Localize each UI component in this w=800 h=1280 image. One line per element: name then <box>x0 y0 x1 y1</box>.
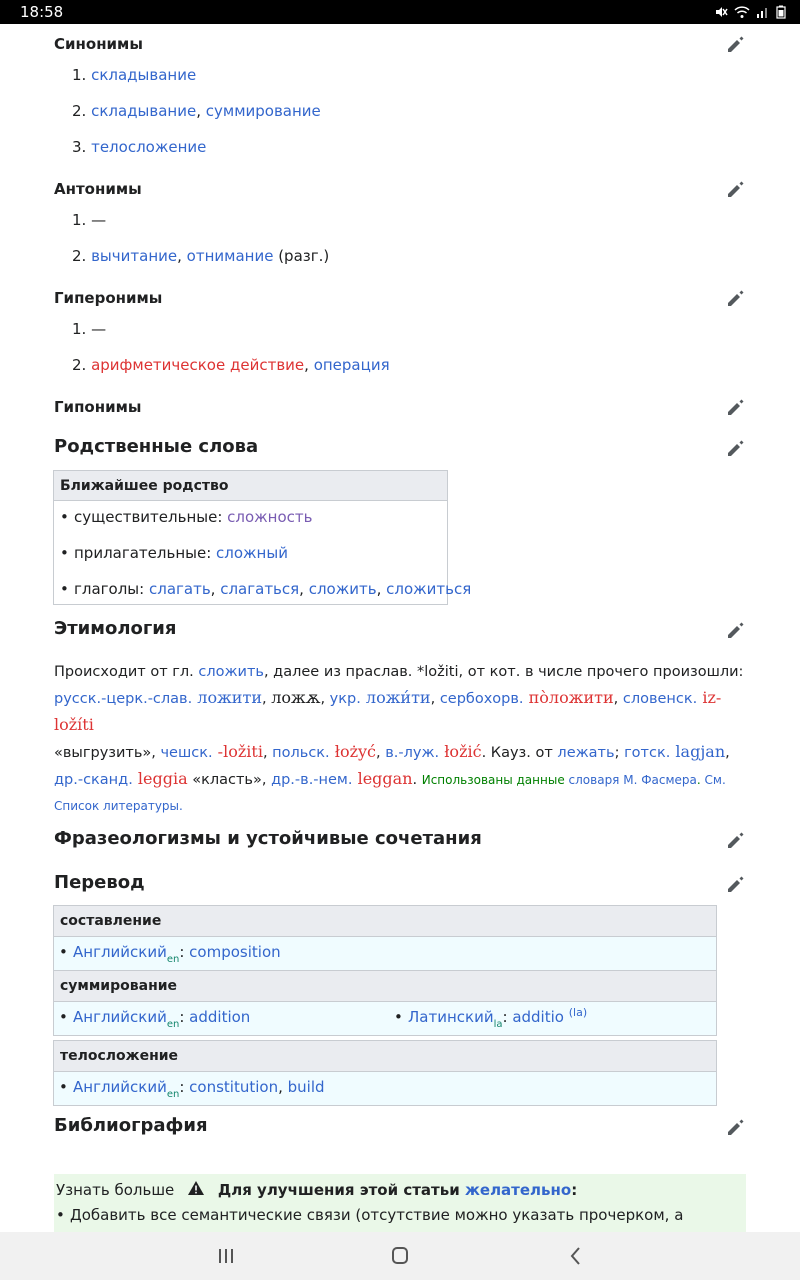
notice-item: • Добавить все семантические связи (отсутствие можно указать прочерком, а <box>70 1206 683 1224</box>
translation-row <box>53 1040 717 1106</box>
related-link[interactable]: сложность <box>227 508 313 526</box>
etymology-heading: Этимология <box>54 618 177 639</box>
pencil-icon <box>726 830 746 850</box>
related-link[interactable]: сложиться <box>386 580 472 598</box>
hypernym-link-missing[interactable]: арифметическое действие <box>91 356 305 374</box>
translation-item: • Английский$_{en}$: addition <box>73 1008 250 1026</box>
antonym-item-2: 2. вычитание, отнимание (разг.) <box>72 247 330 265</box>
language-link[interactable]: Английский <box>73 943 167 961</box>
synonym-item-1: 1. складывание <box>72 66 197 84</box>
pencil-icon <box>726 1117 746 1137</box>
translation-item: • Английский$_{en}$: composition <box>73 943 281 961</box>
hypernyms-heading: Гиперонимы <box>54 289 163 307</box>
related-adjectives: • прилагательные: сложный <box>74 544 288 562</box>
wifi-icon <box>734 5 750 19</box>
translation-word-link[interactable]: additio <box>512 1008 564 1026</box>
references-link[interactable]: См. Список литературы <box>54 773 726 813</box>
related-link[interactable]: слагать <box>148 580 211 598</box>
translation-word-link[interactable]: composition <box>189 943 281 961</box>
antonym-item-1: 1. — <box>72 211 107 229</box>
system-nav-bar <box>0 1232 800 1280</box>
recents-icon <box>214 1246 238 1266</box>
antonym-link[interactable]: вычитание <box>91 247 178 265</box>
status-time: 18:58 <box>20 3 64 21</box>
translation-word-link[interactable]: build <box>287 1078 325 1096</box>
hypernym-item-2: 2. арифметическое действие, операция <box>72 356 390 374</box>
translation-item: • Английский$_{en}$: constitution, build <box>73 1078 325 1096</box>
bibliography-heading: Библиография <box>54 1115 208 1136</box>
synonyms-heading: Синонимы <box>54 35 143 53</box>
translation-row <box>53 905 717 971</box>
hypernym-item-1: 1. — <box>72 320 107 338</box>
home-icon <box>388 1246 412 1266</box>
pencil-icon <box>726 179 746 199</box>
pencil-icon <box>726 288 746 308</box>
signal-icon <box>756 5 770 19</box>
etym-link[interactable]: русск.-церк.-слав. <box>54 691 193 707</box>
battery-icon <box>776 5 786 19</box>
etym-link[interactable]: готск. <box>624 745 671 761</box>
edit-translation-button[interactable] <box>726 874 746 894</box>
synonym-link[interactable]: складывание <box>91 66 197 84</box>
etym-link[interactable]: чешск. <box>160 745 213 761</box>
learn-more-link[interactable]: Узнать больше <box>56 1181 175 1199</box>
translation-cell <box>53 1072 717 1106</box>
recents-button[interactable] <box>214 1246 238 1266</box>
article-content <box>0 24 800 1232</box>
translation-row <box>53 970 717 1036</box>
pencil-icon <box>726 34 746 54</box>
status-bar <box>0 0 800 24</box>
translation-cell <box>53 937 717 971</box>
antonym-link[interactable]: отнимание <box>186 247 274 265</box>
translation-sense-header: составление <box>53 905 717 937</box>
translation-word-link[interactable]: addition <box>189 1008 251 1026</box>
translation-cell <box>53 1002 717 1036</box>
related-table-header: Ближайшее родство <box>54 471 447 501</box>
edit-antonyms-button[interactable] <box>726 179 746 199</box>
pencil-icon <box>726 397 746 417</box>
translation-word-link[interactable]: constitution <box>189 1078 279 1096</box>
back-button[interactable] <box>564 1246 588 1266</box>
etym-link[interactable]: укр. <box>329 691 361 707</box>
etym-link[interactable]: др.-сканд. <box>54 772 133 788</box>
edit-synonyms-button[interactable] <box>726 34 746 54</box>
edit-bibliography-button[interactable] <box>726 1117 746 1137</box>
etym-link[interactable]: словенск. <box>622 691 698 707</box>
synonym-item-3: 3. телосложение <box>72 138 207 156</box>
vasmer-link[interactable]: словаря М. Фасмера <box>568 773 697 787</box>
translation-item: • Латинский$_{la}$: additio $^{(la)}$ <box>408 1008 587 1026</box>
status-icons <box>714 5 786 19</box>
language-link[interactable]: Латинский <box>408 1008 494 1026</box>
etym-link[interactable]: польск. <box>272 745 330 761</box>
related-nouns: • существительные: сложность <box>74 508 313 526</box>
notice-line: Узнать больше Для улучшения этой статьи желательно: <box>56 1181 578 1199</box>
translation-sense-header: суммирование <box>53 970 717 1002</box>
etym-link[interactable]: сложить <box>198 664 264 680</box>
pencil-icon <box>726 438 746 458</box>
etym-link[interactable]: в.-луж. <box>385 745 440 761</box>
related-link[interactable]: сложить <box>308 580 377 598</box>
synonym-item-2: 2. складывание, суммирование <box>72 102 321 120</box>
improvement-notice <box>54 1174 746 1232</box>
desirable-link[interactable]: желательно <box>464 1181 572 1199</box>
etym-link[interactable]: др.-в.-нем. <box>271 772 353 788</box>
edit-etymology-button[interactable] <box>726 620 746 640</box>
warning-icon <box>187 1180 205 1200</box>
etym-link[interactable]: лежать <box>557 745 615 761</box>
related-link[interactable]: сложный <box>216 544 288 562</box>
related-words-heading: Родственные слова <box>54 436 259 457</box>
related-link[interactable]: слагаться <box>220 580 300 598</box>
antonyms-heading: Антонимы <box>54 180 142 198</box>
back-icon <box>564 1246 588 1266</box>
synonym-link[interactable]: складывание <box>91 102 197 120</box>
edit-hypernyms-button[interactable] <box>726 288 746 308</box>
phraseology-heading: Фразеологизмы и устойчивые сочетания <box>54 828 482 849</box>
language-link[interactable]: Английский <box>73 1078 167 1096</box>
edit-related-button[interactable] <box>726 438 746 458</box>
etymology-text: Происходит от гл. сложить, далее из праслав. *ložiti, от кот. в числе прочего произошли: русск.-церк.-слав. ложити, ложѫ, укр. ложи́ти, сербохорв. по̀ложити, словенск. iz-ložíti «выгрузить», чешск. -ložiti, польск. łożyć, в.-луж. łožić. Кауз. от лежать; готск. lagjan, др.-сканд. leggia «класть», др.-в.-нем. leggan. Использованы данные словаря М. Фасмера. См. Список литературы. <box>54 664 744 813</box>
mute-icon <box>714 5 728 19</box>
hyponyms-heading: Гипонимы <box>54 398 142 416</box>
synonym-link[interactable]: суммирование <box>205 102 321 120</box>
related-verbs: • глаголы: слагать, слагаться, сложить, сложиться <box>74 580 471 598</box>
language-link[interactable]: Английский <box>73 1008 167 1026</box>
pencil-icon <box>726 874 746 894</box>
hypernym-link[interactable]: операция <box>313 356 390 374</box>
translation-heading: Перевод <box>54 872 145 893</box>
pencil-icon <box>726 620 746 640</box>
etym-link[interactable]: сербохорв. <box>439 691 524 707</box>
edit-hyponyms-button[interactable] <box>726 397 746 417</box>
home-button[interactable] <box>388 1246 412 1266</box>
edit-phraseology-button[interactable] <box>726 830 746 850</box>
translation-sense-header: телосложение <box>53 1040 717 1072</box>
related-words-table <box>53 470 472 605</box>
synonym-link[interactable]: телосложение <box>91 138 207 156</box>
